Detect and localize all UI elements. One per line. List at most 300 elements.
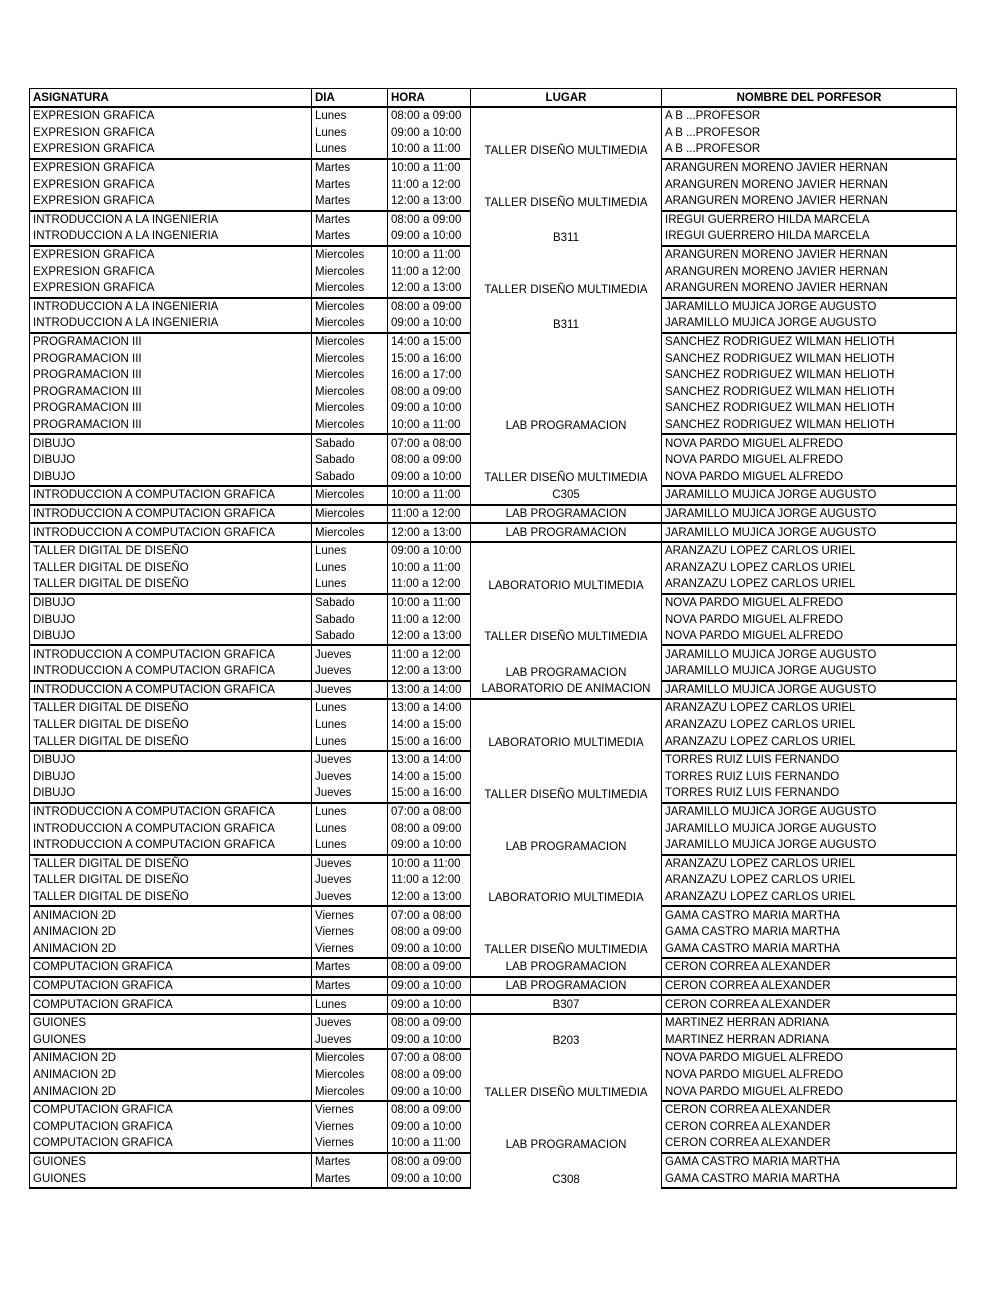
cell-dia: Miercoles (312, 1083, 388, 1101)
cell-lugar: LAB PROGRAMACION (471, 505, 662, 524)
cell-profesor: A B ...PROFESOR (662, 141, 957, 159)
cell-profesor: CERON CORREA ALEXANDER (662, 977, 957, 996)
cell-hora: 12:00 a 13:00 (388, 889, 471, 907)
cell-lugar: B307 (471, 995, 662, 1014)
cell-asignatura: COMPUTACION GRAFICA (30, 995, 312, 1014)
cell-asignatura: DIBUJO (30, 611, 312, 628)
cell-dia: Lunes (312, 837, 388, 855)
cell-dia: Jueves (312, 855, 388, 873)
cell-lugar: B311 (471, 211, 662, 246)
cell-profesor: CERON CORREA ALEXANDER (662, 1118, 957, 1135)
cell-dia: Jueves (312, 889, 388, 907)
header-lugar: LUGAR (471, 89, 662, 108)
cell-asignatura: TALLER DIGITAL DE DISEÑO (30, 889, 312, 907)
cell-profesor: NOVA PARDO MIGUEL ALFREDO (662, 594, 957, 612)
cell-profesor: GAMA CASTRO MARIA MARTHA (662, 941, 957, 959)
cell-hora: 07:00 a 08:00 (388, 1049, 471, 1067)
cell-asignatura: INTRODUCCION A COMPUTACION GRAFICA (30, 837, 312, 855)
cell-dia: Martes (312, 211, 388, 229)
cell-dia: Martes (312, 228, 388, 246)
cell-dia: Lunes (312, 699, 388, 717)
table-row (30, 523, 957, 542)
cell-profesor: TORRES RUIZ LUIS FERNANDO (662, 751, 957, 769)
cell-dia: Miercoles (312, 384, 388, 401)
cell-dia: Sabado (312, 468, 388, 486)
cell-lugar: LAB PROGRAMACION (471, 958, 662, 977)
cell-hora: 09:00 a 10:00 (388, 125, 471, 142)
cell-lugar: TALLER DISEÑO MULTIMEDIA (471, 159, 662, 211)
cell-hora: 08:00 a 09:00 (388, 211, 471, 229)
cell-profesor: JARAMILLO MUJICA JORGE AUGUSTO (662, 645, 957, 663)
cell-profesor: MARTINEZ HERRAN ADRIANA (662, 1031, 957, 1049)
cell-hora: 11:00 a 12:00 (388, 611, 471, 628)
cell-profesor: SANCHEZ RODRIGUEZ WILMAN HELIOTH (662, 400, 957, 417)
cell-profesor: A B ...PROFESOR (662, 107, 957, 125)
cell-hora: 07:00 a 08:00 (388, 803, 471, 821)
cell-profesor: ARANZAZU LOPEZ CARLOS URIEL (662, 542, 957, 560)
cell-lugar: LAB PROGRAMACION (471, 977, 662, 996)
cell-dia: Miercoles (312, 400, 388, 417)
cell-profesor: SANCHEZ RODRIGUEZ WILMAN HELIOTH (662, 384, 957, 401)
table-row (30, 645, 957, 663)
cell-asignatura: PROGRAMACION III (30, 333, 312, 351)
cell-lugar: TALLER DISEÑO MULTIMEDIA (471, 107, 662, 159)
cell-asignatura: EXPRESION GRAFICA (30, 246, 312, 264)
cell-dia: Miercoles (312, 315, 388, 333)
cell-hora: 10:00 a 11:00 (388, 559, 471, 576)
cell-profesor: JARAMILLO MUJICA JORGE AUGUSTO (662, 298, 957, 316)
cell-profesor: ARANGUREN MORENO JAVIER HERNAN (662, 246, 957, 264)
cell-profesor: ARANGUREN MORENO JAVIER HERNAN (662, 280, 957, 298)
cell-dia: Lunes (312, 559, 388, 576)
table-row (30, 1049, 957, 1067)
cell-dia: Lunes (312, 820, 388, 837)
cell-lugar: TALLER DISEÑO MULTIMEDIA (471, 1049, 662, 1101)
cell-asignatura: PROGRAMACION III (30, 384, 312, 401)
cell-asignatura: INTRODUCCION A COMPUTACION GRAFICA (30, 663, 312, 681)
cell-dia: Viernes (312, 1135, 388, 1153)
cell-profesor: JARAMILLO MUJICA JORGE AUGUSTO (662, 837, 957, 855)
cell-lugar: LAB PROGRAMACION (471, 333, 662, 435)
cell-lugar: TALLER DISEÑO MULTIMEDIA (471, 906, 662, 958)
cell-asignatura: PROGRAMACION III (30, 417, 312, 435)
cell-hora: 09:00 a 10:00 (388, 1031, 471, 1049)
header-dia: DIA (312, 89, 388, 108)
table-row (30, 699, 957, 717)
cell-hora: 12:00 a 13:00 (388, 193, 471, 211)
cell-asignatura: COMPUTACION GRAFICA (30, 1135, 312, 1153)
cell-hora: 15:00 a 16:00 (388, 350, 471, 367)
cell-dia: Jueves (312, 645, 388, 663)
cell-hora: 11:00 a 12:00 (388, 505, 471, 524)
cell-profesor: ARANGUREN MORENO JAVIER HERNAN (662, 193, 957, 211)
cell-hora: 08:00 a 09:00 (388, 452, 471, 469)
cell-dia: Jueves (312, 769, 388, 786)
cell-profesor: IREGUI GUERRERO HILDA MARCELA (662, 211, 957, 229)
cell-lugar: C305 (471, 486, 662, 505)
cell-dia: Lunes (312, 995, 388, 1014)
table-row (30, 681, 957, 700)
cell-hora: 08:00 a 09:00 (388, 1067, 471, 1084)
cell-dia: Martes (312, 193, 388, 211)
cell-asignatura: DIBUJO (30, 434, 312, 452)
cell-profesor: ARANGUREN MORENO JAVIER HERNAN (662, 159, 957, 177)
cell-hora: 11:00 a 12:00 (388, 872, 471, 889)
cell-profesor: IREGUI GUERRERO HILDA MARCELA (662, 228, 957, 246)
cell-asignatura: TALLER DIGITAL DE DISEÑO (30, 872, 312, 889)
cell-hora: 10:00 a 11:00 (388, 855, 471, 873)
table-row (30, 159, 957, 177)
cell-dia: Miercoles (312, 263, 388, 280)
table-row (30, 211, 957, 229)
header-row (30, 89, 957, 108)
table-row (30, 995, 957, 1014)
cell-dia: Miercoles (312, 1049, 388, 1067)
cell-hora: 10:00 a 11:00 (388, 1135, 471, 1153)
cell-asignatura: ANIMACION 2D (30, 1083, 312, 1101)
cell-hora: 10:00 a 11:00 (388, 141, 471, 159)
cell-hora: 15:00 a 16:00 (388, 733, 471, 751)
cell-hora: 09:00 a 10:00 (388, 542, 471, 560)
cell-asignatura: PROGRAMACION III (30, 367, 312, 384)
cell-profesor: NOVA PARDO MIGUEL ALFREDO (662, 1083, 957, 1101)
cell-hora: 12:00 a 13:00 (388, 280, 471, 298)
cell-profesor: JARAMILLO MUJICA JORGE AUGUSTO (662, 681, 957, 700)
cell-asignatura: EXPRESION GRAFICA (30, 107, 312, 125)
header-profesor: NOMBRE DEL PORFESOR (662, 89, 957, 108)
table-row (30, 977, 957, 996)
cell-dia: Lunes (312, 576, 388, 594)
cell-dia: Lunes (312, 733, 388, 751)
cell-hora: 13:00 a 14:00 (388, 751, 471, 769)
cell-asignatura: DIBUJO (30, 594, 312, 612)
cell-profesor: NOVA PARDO MIGUEL ALFREDO (662, 468, 957, 486)
cell-lugar: LABORATORIO MULTIMEDIA (471, 855, 662, 907)
cell-hora: 08:00 a 09:00 (388, 298, 471, 316)
cell-profesor: A B ...PROFESOR (662, 125, 957, 142)
cell-profesor: NOVA PARDO MIGUEL ALFREDO (662, 1067, 957, 1084)
cell-profesor: NOVA PARDO MIGUEL ALFREDO (662, 611, 957, 628)
cell-profesor: JARAMILLO MUJICA JORGE AUGUSTO (662, 663, 957, 681)
cell-lugar: TALLER DISEÑO MULTIMEDIA (471, 751, 662, 803)
cell-hora: 11:00 a 12:00 (388, 176, 471, 193)
cell-dia: Miercoles (312, 333, 388, 351)
table-row (30, 505, 957, 524)
cell-hora: 08:00 a 09:00 (388, 1014, 471, 1032)
cell-hora: 08:00 a 09:00 (388, 924, 471, 941)
table-row (30, 803, 957, 821)
cell-dia: Sabado (312, 594, 388, 612)
cell-asignatura: COMPUTACION GRAFICA (30, 1118, 312, 1135)
cell-hora: 12:00 a 13:00 (388, 663, 471, 681)
cell-hora: 09:00 a 10:00 (388, 1170, 471, 1188)
cell-profesor: TORRES RUIZ LUIS FERNANDO (662, 769, 957, 786)
cell-profesor: ARANZAZU LOPEZ CARLOS URIEL (662, 717, 957, 734)
cell-profesor: JARAMILLO MUJICA JORGE AUGUSTO (662, 803, 957, 821)
cell-asignatura: ANIMACION 2D (30, 1049, 312, 1067)
cell-hora: 09:00 a 10:00 (388, 400, 471, 417)
table-row (30, 855, 957, 873)
cell-hora: 08:00 a 09:00 (388, 958, 471, 977)
cell-hora: 07:00 a 08:00 (388, 434, 471, 452)
cell-hora: 11:00 a 12:00 (388, 576, 471, 594)
cell-dia: Viernes (312, 906, 388, 924)
cell-asignatura: GUIONES (30, 1014, 312, 1032)
cell-dia: Sabado (312, 628, 388, 646)
cell-asignatura: EXPRESION GRAFICA (30, 263, 312, 280)
cell-hora: 09:00 a 10:00 (388, 995, 471, 1014)
cell-asignatura: EXPRESION GRAFICA (30, 141, 312, 159)
cell-asignatura: GUIONES (30, 1031, 312, 1049)
cell-dia: Sabado (312, 434, 388, 452)
cell-asignatura: GUIONES (30, 1153, 312, 1171)
cell-asignatura: INTRODUCCION A COMPUTACION GRAFICA (30, 523, 312, 542)
table-row (30, 1014, 957, 1032)
cell-profesor: JARAMILLO MUJICA JORGE AUGUSTO (662, 523, 957, 542)
cell-dia: Lunes (312, 717, 388, 734)
cell-dia: Miercoles (312, 1067, 388, 1084)
cell-lugar: LABORATORIO MULTIMEDIA (471, 699, 662, 751)
cell-asignatura: TALLER DIGITAL DE DISEÑO (30, 717, 312, 734)
cell-hora: 07:00 a 08:00 (388, 906, 471, 924)
cell-dia: Miercoles (312, 367, 388, 384)
cell-hora: 10:00 a 11:00 (388, 594, 471, 612)
cell-profesor: TORRES RUIZ LUIS FERNANDO (662, 785, 957, 803)
cell-lugar: LAB PROGRAMACION (471, 1101, 662, 1153)
cell-profesor: GAMA CASTRO MARIA MARTHA (662, 924, 957, 941)
cell-hora: 16:00 a 17:00 (388, 367, 471, 384)
cell-asignatura: TALLER DIGITAL DE DISEÑO (30, 559, 312, 576)
cell-asignatura: COMPUTACION GRAFICA (30, 977, 312, 996)
cell-asignatura: PROGRAMACION III (30, 400, 312, 417)
cell-hora: 11:00 a 12:00 (388, 263, 471, 280)
cell-asignatura: ANIMACION 2D (30, 941, 312, 959)
table-row (30, 246, 957, 264)
cell-hora: 10:00 a 11:00 (388, 417, 471, 435)
cell-lugar: LAB PROGRAMACION (471, 803, 662, 855)
header-asignatura: ASIGNATURA (30, 89, 312, 108)
cell-asignatura: EXPRESION GRAFICA (30, 193, 312, 211)
cell-profesor: MARTINEZ HERRAN ADRIANA (662, 1014, 957, 1032)
cell-lugar: TALLER DISEÑO MULTIMEDIA (471, 594, 662, 646)
cell-profesor: NOVA PARDO MIGUEL ALFREDO (662, 434, 957, 452)
cell-profesor: ARANZAZU LOPEZ CARLOS URIEL (662, 889, 957, 907)
cell-dia: Miercoles (312, 417, 388, 435)
cell-hora: 09:00 a 10:00 (388, 315, 471, 333)
cell-asignatura: TALLER DIGITAL DE DISEÑO (30, 699, 312, 717)
cell-dia: Martes (312, 1153, 388, 1171)
cell-profesor: GAMA CASTRO MARIA MARTHA (662, 1153, 957, 1171)
cell-asignatura: GUIONES (30, 1170, 312, 1188)
cell-asignatura: PROGRAMACION III (30, 350, 312, 367)
cell-profesor: ARANZAZU LOPEZ CARLOS URIEL (662, 855, 957, 873)
cell-hora: 08:00 a 09:00 (388, 384, 471, 401)
cell-profesor: ARANZAZU LOPEZ CARLOS URIEL (662, 559, 957, 576)
cell-lugar: TALLER DISEÑO MULTIMEDIA (471, 246, 662, 298)
cell-dia: Sabado (312, 611, 388, 628)
cell-asignatura: INTRODUCCION A COMPUTACION GRAFICA (30, 645, 312, 663)
cell-hora: 12:00 a 13:00 (388, 628, 471, 646)
cell-hora: 08:00 a 09:00 (388, 1101, 471, 1119)
cell-profesor: CERON CORREA ALEXANDER (662, 958, 957, 977)
cell-hora: 08:00 a 09:00 (388, 820, 471, 837)
cell-profesor: NOVA PARDO MIGUEL ALFREDO (662, 628, 957, 646)
cell-asignatura: INTRODUCCION A COMPUTACION GRAFICA (30, 681, 312, 700)
cell-asignatura: ANIMACION 2D (30, 906, 312, 924)
cell-dia: Miercoles (312, 505, 388, 524)
cell-lugar: LABORATORIO MULTIMEDIA (471, 542, 662, 594)
cell-hora: 15:00 a 16:00 (388, 785, 471, 803)
cell-profesor: GAMA CASTRO MARIA MARTHA (662, 906, 957, 924)
cell-hora: 09:00 a 10:00 (388, 941, 471, 959)
cell-asignatura: TALLER DIGITAL DE DISEÑO (30, 542, 312, 560)
table-row (30, 542, 957, 560)
cell-hora: 12:00 a 13:00 (388, 523, 471, 542)
cell-dia: Viernes (312, 1101, 388, 1119)
cell-dia: Viernes (312, 941, 388, 959)
cell-dia: Lunes (312, 803, 388, 821)
cell-asignatura: EXPRESION GRAFICA (30, 176, 312, 193)
cell-dia: Jueves (312, 663, 388, 681)
cell-hora: 09:00 a 10:00 (388, 837, 471, 855)
cell-profesor: ARANZAZU LOPEZ CARLOS URIEL (662, 733, 957, 751)
cell-dia: Jueves (312, 681, 388, 700)
cell-asignatura: DIBUJO (30, 751, 312, 769)
cell-dia: Viernes (312, 924, 388, 941)
cell-asignatura: INTRODUCCION A LA INGENIERIA (30, 228, 312, 246)
cell-hora: 14:00 a 15:00 (388, 717, 471, 734)
cell-dia: Miercoles (312, 486, 388, 505)
cell-hora: 14:00 a 15:00 (388, 769, 471, 786)
table-row (30, 906, 957, 924)
cell-profesor: JARAMILLO MUJICA JORGE AUGUSTO (662, 820, 957, 837)
table-row (30, 1153, 957, 1171)
cell-hora: 09:00 a 10:00 (388, 468, 471, 486)
cell-profesor: JARAMILLO MUJICA JORGE AUGUSTO (662, 505, 957, 524)
cell-asignatura: TALLER DIGITAL DE DISEÑO (30, 733, 312, 751)
cell-hora: 08:00 a 09:00 (388, 1153, 471, 1171)
cell-lugar: B311 (471, 298, 662, 333)
cell-lugar: B203 (471, 1014, 662, 1049)
cell-lugar: LAB PROGRAMACION (471, 645, 662, 680)
cell-dia: Martes (312, 958, 388, 977)
cell-asignatura: COMPUTACION GRAFICA (30, 958, 312, 977)
cell-dia: Miercoles (312, 280, 388, 298)
cell-asignatura: TALLER DIGITAL DE DISEÑO (30, 576, 312, 594)
cell-dia: Jueves (312, 785, 388, 803)
cell-asignatura: COMPUTACION GRAFICA (30, 1101, 312, 1119)
cell-profesor: SANCHEZ RODRIGUEZ WILMAN HELIOTH (662, 367, 957, 384)
table-row (30, 958, 957, 977)
cell-asignatura: DIBUJO (30, 769, 312, 786)
cell-dia: Miercoles (312, 350, 388, 367)
cell-asignatura: TALLER DIGITAL DE DISEÑO (30, 855, 312, 873)
cell-asignatura: DIBUJO (30, 785, 312, 803)
cell-profesor: SANCHEZ RODRIGUEZ WILMAN HELIOTH (662, 333, 957, 351)
cell-hora: 10:00 a 11:00 (388, 159, 471, 177)
cell-asignatura: EXPRESION GRAFICA (30, 280, 312, 298)
cell-lugar: C308 (471, 1153, 662, 1188)
cell-asignatura: ANIMACION 2D (30, 1067, 312, 1084)
cell-dia: Martes (312, 176, 388, 193)
cell-hora: 09:00 a 10:00 (388, 977, 471, 996)
cell-dia: Miercoles (312, 246, 388, 264)
cell-hora: 13:00 a 14:00 (388, 699, 471, 717)
cell-dia: Viernes (312, 1118, 388, 1135)
table-row (30, 751, 957, 769)
cell-asignatura: DIBUJO (30, 452, 312, 469)
cell-profesor: ARANZAZU LOPEZ CARLOS URIEL (662, 872, 957, 889)
cell-profesor: CERON CORREA ALEXANDER (662, 1135, 957, 1153)
cell-asignatura: INTRODUCCION A LA INGENIERIA (30, 211, 312, 229)
cell-dia: Jueves (312, 872, 388, 889)
cell-dia: Martes (312, 977, 388, 996)
table-row (30, 486, 957, 505)
header-hora: HORA (388, 89, 471, 108)
cell-hora: 09:00 a 10:00 (388, 1118, 471, 1135)
cell-dia: Martes (312, 159, 388, 177)
cell-profesor: ARANZAZU LOPEZ CARLOS URIEL (662, 699, 957, 717)
cell-asignatura: EXPRESION GRAFICA (30, 159, 312, 177)
schedule-table (29, 88, 957, 1189)
cell-profesor: SANCHEZ RODRIGUEZ WILMAN HELIOTH (662, 417, 957, 435)
cell-asignatura: DIBUJO (30, 468, 312, 486)
cell-lugar: TALLER DISEÑO MULTIMEDIA (471, 434, 662, 486)
cell-dia: Jueves (312, 751, 388, 769)
table-row (30, 434, 957, 452)
table-row (30, 298, 957, 316)
cell-hora: 08:00 a 09:00 (388, 107, 471, 125)
cell-profesor: ARANZAZU LOPEZ CARLOS URIEL (662, 576, 957, 594)
cell-dia: Miercoles (312, 523, 388, 542)
cell-hora: 09:00 a 10:00 (388, 1083, 471, 1101)
cell-profesor: JARAMILLO MUJICA JORGE AUGUSTO (662, 486, 957, 505)
cell-dia: Lunes (312, 125, 388, 142)
cell-dia: Lunes (312, 107, 388, 125)
cell-hora: 13:00 a 14:00 (388, 681, 471, 700)
cell-dia: Jueves (312, 1014, 388, 1032)
table-row (30, 107, 957, 125)
cell-profesor: ARANGUREN MORENO JAVIER HERNAN (662, 263, 957, 280)
cell-profesor: CERON CORREA ALEXANDER (662, 1101, 957, 1119)
cell-asignatura: ANIMACION 2D (30, 924, 312, 941)
cell-profesor: ARANGUREN MORENO JAVIER HERNAN (662, 176, 957, 193)
cell-dia: Lunes (312, 141, 388, 159)
cell-dia: Martes (312, 1170, 388, 1188)
cell-asignatura: INTRODUCCION A COMPUTACION GRAFICA (30, 505, 312, 524)
cell-asignatura: INTRODUCCION A COMPUTACION GRAFICA (30, 486, 312, 505)
cell-profesor: CERON CORREA ALEXANDER (662, 995, 957, 1014)
cell-asignatura: INTRODUCCION A COMPUTACION GRAFICA (30, 820, 312, 837)
cell-lugar: LABORATORIO DE ANIMACION (471, 681, 662, 700)
cell-asignatura: INTRODUCCION A LA INGENIERIA (30, 298, 312, 316)
table-row (30, 333, 957, 351)
table-row (30, 1101, 957, 1119)
cell-dia: Lunes (312, 542, 388, 560)
schedule-body (30, 107, 957, 1188)
cell-profesor: SANCHEZ RODRIGUEZ WILMAN HELIOTH (662, 350, 957, 367)
cell-hora: 09:00 a 10:00 (388, 228, 471, 246)
cell-profesor: GAMA CASTRO MARIA MARTHA (662, 1170, 957, 1188)
cell-hora: 14:00 a 15:00 (388, 333, 471, 351)
cell-dia: Sabado (312, 452, 388, 469)
cell-asignatura: INTRODUCCION A COMPUTACION GRAFICA (30, 803, 312, 821)
cell-dia: Miercoles (312, 298, 388, 316)
cell-profesor: NOVA PARDO MIGUEL ALFREDO (662, 1049, 957, 1067)
cell-asignatura: INTRODUCCION A LA INGENIERIA (30, 315, 312, 333)
cell-profesor: JARAMILLO MUJICA JORGE AUGUSTO (662, 315, 957, 333)
cell-asignatura: EXPRESION GRAFICA (30, 125, 312, 142)
